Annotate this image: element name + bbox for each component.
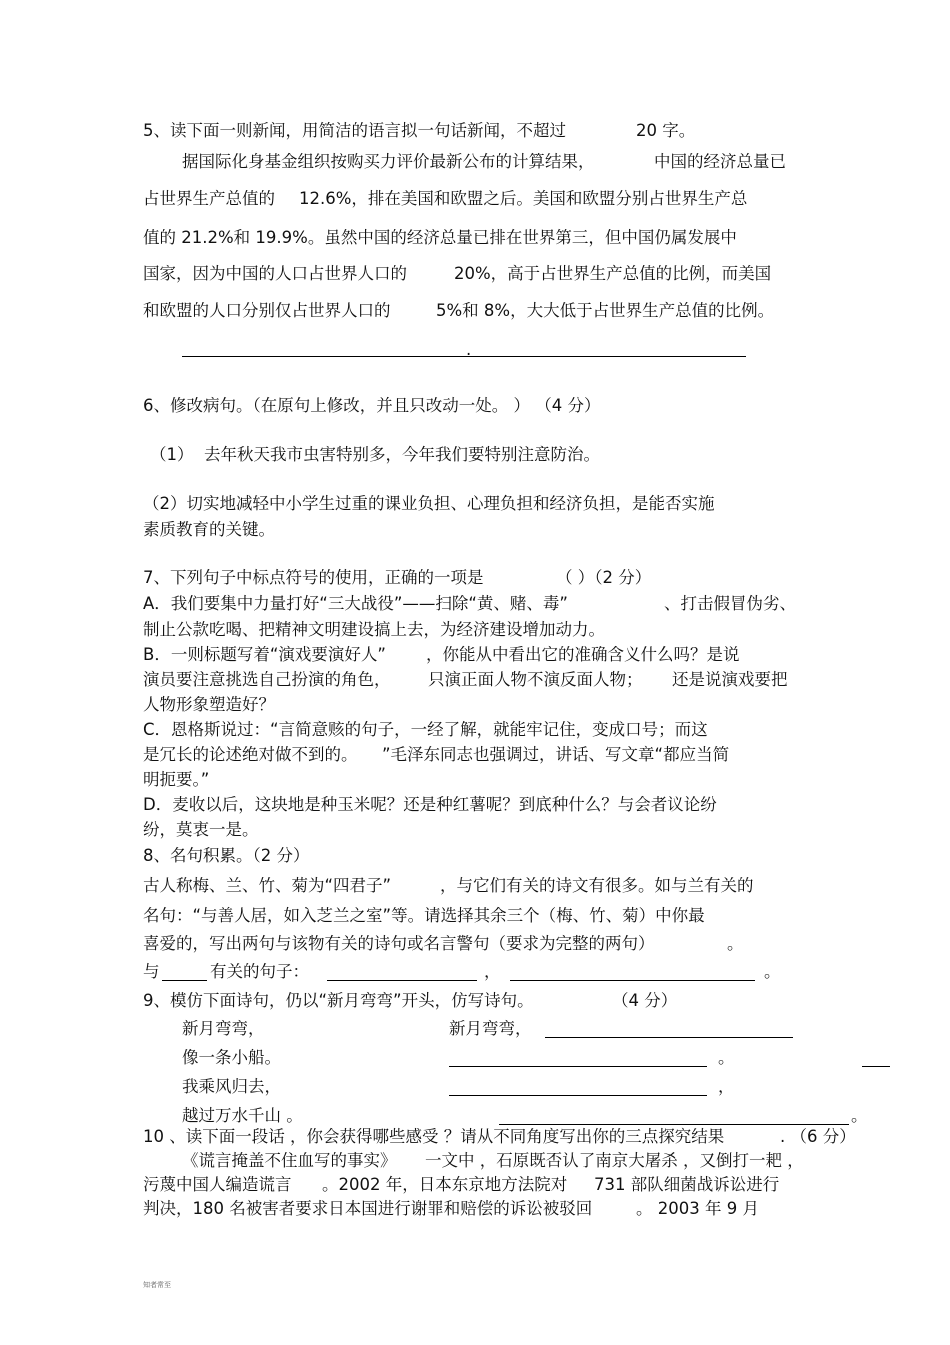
q10-line3a: 判决，180 名被害者要求日本国进行谢罪和赔偿的诉讼被驳回 [143,1199,593,1218]
q8-fill-prefix: 与 [143,962,160,981]
q8-fill-label: 有关的句子： [210,962,309,981]
q6-prompt: 6、修改病句。（在原句上修改，并且只改动一处。 ） （4 分） [143,396,601,415]
q9-margin-blank [862,1066,890,1067]
q10-line2a: 污蔑中国人编造谎言 [143,1175,292,1194]
q6-sentence2-line2[interactable]: 素质教育的关键。 [143,520,275,539]
q9-prompt: 9、模仿下面诗句，仍以“新月弯弯”开头，仿写诗句。 [143,991,534,1010]
q9-score: （4 分） [612,991,678,1010]
q7-option-b-line1b: ，你能从中看出它的准确含义什么吗？是说 [426,645,740,664]
q9-imitate-line3-blank[interactable] [449,1095,707,1096]
q8-line3a: 喜爱的，写出两句与该物有关的诗句或名言警句（要求为完整的两句） [143,934,655,953]
q7-option-c-line2a: 是冗长的论述绝对做不到的。 [143,745,358,764]
q8-line1b: ，与它们有关的诗文有很多。如与兰有关的 [440,876,754,895]
q5-answer-line[interactable] [182,356,746,357]
q8-line2: 名句：“与善人居，如入芝兰之室”等。请选择其余三个（梅、竹、菊）中你最 [143,906,705,925]
q9-poem-line2: 像一条小船。 [182,1048,281,1067]
q7-option-d-line2: 纷，莫衷一是。 [143,820,259,839]
q5-para-line3: 值的 21.2%和 19.9%。虽然中国的经济总量已排在世界第三，但中国仍属发展中 [143,228,737,247]
q5-para-line5b: 5%和 8%，大大低于占世界生产总值的比例。 [436,301,775,320]
q5-para-line1a: 据国际化身基金组织按购买力评价最新公布的计算结果， [182,152,595,171]
q9-imitate-line4-period: 。 [851,1106,868,1125]
q7-answer-paren[interactable]: （ ）（2 分） [556,568,652,587]
q7-option-a-line2: 制止公款吃喝、把精神文明建设搞上去，为经济建设增加动力。 [143,620,605,639]
q7-option-b-line2a: 演员要注意挑选自己扮演的角色， [143,670,391,689]
q7-option-b-line3: 人物形象塑造好？ [143,695,275,714]
q7-option-b-line1a: B．一则标题写着“演戏要演好人” [143,645,386,664]
q5-para-line4b: 20%，高于占世界生产总值的比例，而美国 [454,264,772,283]
q10-score: . （6 分） [780,1127,856,1146]
q7-option-c-line2b: ”毛泽东同志也强调过，讲话、写文章“都应当简 [382,745,730,764]
q7-option-a-line1b: 、打击假冒伪劣、 [664,594,796,613]
q8-plant-blank[interactable] [162,980,207,981]
q9-imitate-line2-period: 。 [718,1048,735,1067]
q9-poem-line1: 新月弯弯， [182,1019,265,1038]
q8-line3b: 。 [727,934,744,953]
q7-prompt: 7、下列句子中标点符号的使用，正确的一项是 [143,568,484,587]
q5-para-line2a: 占世界生产总值的 [143,189,275,208]
q9-poem-line3: 我乘风归去， [182,1077,281,1096]
q5-para-line1b: 中国的经济总量已 [654,152,786,171]
q8-line1a: 古人称梅、兰、竹、菊为“四君子” [143,876,392,895]
q9-imitate-line4-blank[interactable] [499,1124,849,1125]
q5-answer-dot: . [466,340,472,359]
q10-prompt: 10 、读下面一段话 ，你会获得哪些感受 ？请从不同角度写出你的三点探究结果 [143,1127,725,1146]
q6-sentence2-line1[interactable]: （2）切实地减轻中小学生过重的课业负担、心理负担和经济负担，是能否实施 [143,494,715,513]
q5-para-line5a: 和欧盟的人口分别仅占世界人口的 [143,301,391,320]
q9-imitate-start: 新月弯弯， [449,1019,532,1038]
q10-line2c: 731 部队细菌战诉讼进行 [594,1175,780,1194]
q9-poem-line4: 越过万水千山 。 [182,1106,303,1125]
q8-sentence1-blank[interactable] [327,980,477,981]
q10-line1b: 一文中 ，石原既否认了南京大屠杀 ，又倒打一耙 ， [425,1151,804,1170]
page-footer: 知者常至 [143,1281,171,1289]
q6-sentence1-number: （1） [150,445,194,464]
q7-option-b-line2b: 只演正面人物不演反面人物； [428,670,643,689]
q8-period: 。 [764,962,781,981]
q10-line1a: 《谎言掩盖不住血写的事实》 [182,1151,397,1170]
q10-line3b: 。 2003 年 9 月 [636,1199,759,1218]
q7-option-a-line1: A．我们要集中力量打好“三大战役”——扫除“黄、赌、毒” [143,594,568,613]
q7-option-d-line1: D．麦收以后，这块地是种玉米呢？还是种红薯呢？到底种什么？与会者议论纷 [143,795,717,814]
q7-option-c-line3: 明扼要。” [143,770,210,789]
q5-limit: 20 字。 [636,121,696,140]
q9-imitate-line1-blank[interactable] [545,1037,793,1038]
q10-line2b: 。2002 年，日本东京地方法院对 [322,1175,568,1194]
q8-comma: ， [484,962,501,981]
q7-option-c-line1: C．恩格斯说过：“言简意赅的句子，一经了解，就能牢记住，变成口号；而这 [143,720,708,739]
q5-para-line2b: 12.6%，排在美国和欧盟之后。美国和欧盟分别占世界生产总 [299,189,748,208]
q5-para-line4a: 国家，因为中国的人口占世界人口的 [143,264,407,283]
q8-prompt: 8、名句积累。（2 分） [143,846,310,865]
q5-prompt: 5、读下面一则新闻，用简洁的语言拟一句话新闻，不超过 [143,121,566,140]
q8-sentence2-blank[interactable] [510,980,755,981]
q7-option-b-line2c: 还是说演戏要把 [672,670,788,689]
q9-imitate-line2-blank[interactable] [449,1066,707,1067]
q6-sentence1[interactable]: 去年秋天我市虫害特别多，今年我们要特别注意防治。 [204,445,600,464]
q9-imitate-line3-comma: ， [718,1077,735,1096]
